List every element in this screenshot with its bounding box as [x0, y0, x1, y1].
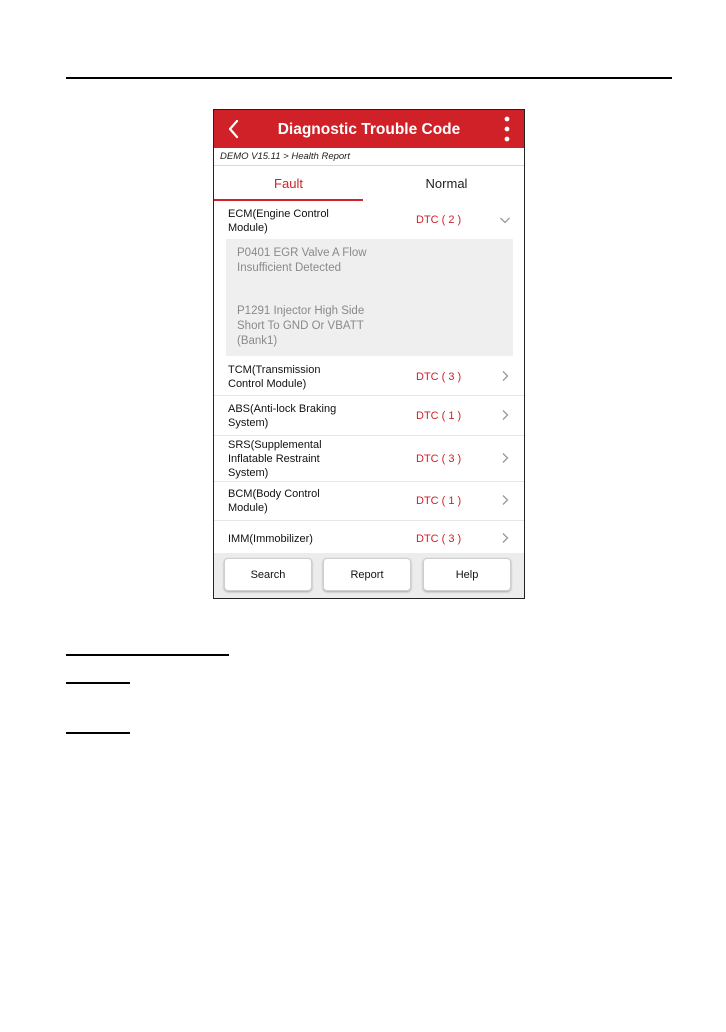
- dtc-count: DTC ( 3 ): [416, 371, 462, 383]
- bottom-action-bar: [214, 553, 524, 598]
- breadcrumb: DEMO V15.11 > Health Report: [214, 148, 524, 166]
- tab-bar: [214, 167, 524, 201]
- report-button[interactable]: Report: [323, 558, 411, 591]
- document-underline: [66, 682, 130, 684]
- tab-normal[interactable]: Normal: [425, 176, 468, 191]
- dtc-count: DTC ( 2 ): [416, 214, 462, 226]
- fault-list-panel: [226, 239, 513, 356]
- document-underline: [66, 654, 229, 656]
- module-name: IMM(Immobilizer): [228, 533, 313, 545]
- module-row-imm[interactable]: [214, 521, 524, 553]
- chevron-left-icon[interactable]: [226, 119, 242, 139]
- chevron-right-icon[interactable]: [499, 452, 511, 464]
- module-name: BCM(Body Control Module): [228, 488, 320, 514]
- app-screen: [213, 109, 525, 599]
- module-row-bcm[interactable]: [214, 482, 524, 521]
- module-name: TCM(Transmission Control Module): [228, 364, 321, 390]
- chevron-down-icon[interactable]: [499, 214, 511, 226]
- chevron-right-icon[interactable]: [499, 409, 511, 421]
- chevron-right-icon[interactable]: [499, 532, 511, 544]
- dtc-count: DTC ( 3 ): [416, 533, 462, 545]
- tab-fault[interactable]: Fault: [274, 176, 303, 191]
- more-vertical-icon[interactable]: [502, 115, 512, 143]
- module-row-abs[interactable]: [214, 397, 524, 436]
- document-underline: [66, 732, 130, 734]
- chevron-right-icon[interactable]: [499, 494, 511, 506]
- chevron-right-icon[interactable]: [499, 370, 511, 382]
- module-name: ABS(Anti-lock Braking System): [228, 403, 337, 429]
- dtc-count: DTC ( 3 ): [416, 453, 462, 465]
- page-top-rule: [66, 77, 672, 79]
- search-button[interactable]: Search: [224, 558, 312, 591]
- module-row-srs[interactable]: [214, 436, 524, 482]
- module-name: ECM(Engine Control Module): [228, 208, 329, 234]
- dtc-count: DTC ( 1 ): [416, 410, 462, 422]
- dtc-count: DTC ( 1 ): [416, 495, 462, 507]
- fault-code-item: P0401 EGR Valve A Flow Insufficient Detected: [237, 247, 367, 274]
- module-row-ecm[interactable]: [214, 201, 524, 367]
- title-bar: [214, 110, 524, 148]
- fault-code-item: P1291 Injector High Side Short To GND Or VBATT (Bank1): [237, 305, 365, 347]
- module-row-tcm[interactable]: [214, 358, 524, 396]
- module-name: SRS(Supplemental Inflatable Restraint System): [228, 439, 322, 479]
- page-title: Diagnostic Trouble Code: [277, 121, 461, 138]
- help-button[interactable]: Help: [423, 558, 511, 591]
